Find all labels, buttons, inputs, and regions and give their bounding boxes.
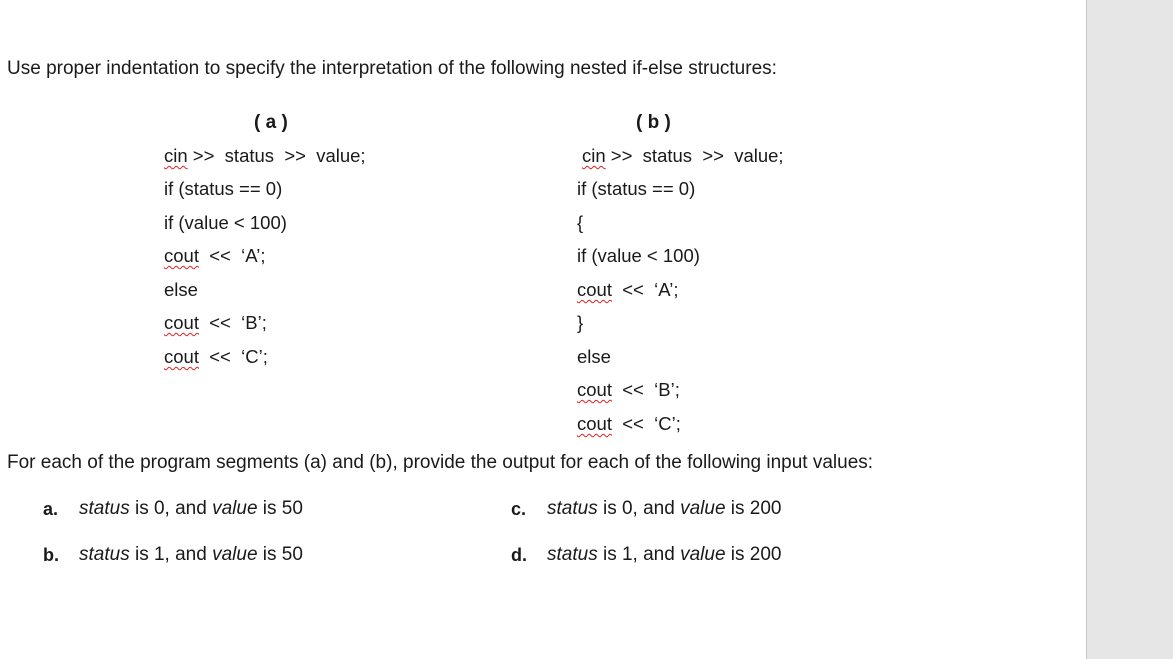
code-text: << ‘A’; — [611, 279, 679, 300]
code-line — [577, 413, 681, 435]
code-keyword: cout — [164, 312, 199, 333]
var-name: value — [212, 498, 258, 519]
code-keyword: cout — [577, 379, 612, 400]
item-text: is 1, and — [597, 544, 681, 565]
var-name: value — [680, 498, 726, 519]
code-line — [577, 279, 678, 301]
code-text: } — [577, 312, 584, 333]
item-text: is 200 — [725, 544, 782, 565]
code-line — [164, 145, 366, 167]
instruction-text: Use proper indentation to specify the interpretation of the following nested if-else structures: — [7, 58, 777, 79]
list-item — [547, 498, 782, 520]
code-line — [577, 379, 680, 401]
code-text: if (value < 100) — [164, 212, 287, 233]
code-keyword: cin — [164, 145, 188, 166]
segment-b-heading: ( b ) — [636, 112, 671, 133]
code-line — [577, 312, 583, 334]
code-keyword: cout — [577, 413, 612, 434]
item-text: is 0, and — [597, 498, 681, 519]
list-item — [547, 544, 782, 566]
code-line — [164, 279, 198, 301]
code-line — [577, 346, 611, 368]
prompt-text: For each of the program segments (a) and (b), provide the output for each of the following input values: — [7, 452, 874, 473]
code-keyword: cout — [577, 279, 612, 300]
var-name: status — [79, 544, 130, 565]
segment-a-heading: ( a ) — [254, 112, 288, 133]
code-text: if (status == 0) — [577, 178, 696, 199]
code-line — [577, 212, 583, 234]
side-panel — [1086, 0, 1173, 659]
code-text: << ‘C’; — [198, 346, 268, 367]
item-letter: c. — [511, 499, 527, 519]
code-line — [164, 212, 287, 234]
code-text: >> status >> value; — [605, 145, 784, 166]
var-name: value — [212, 544, 258, 565]
var-name: status — [547, 498, 598, 519]
item-text: is 50 — [257, 544, 303, 565]
code-text: if (status == 0) — [164, 178, 283, 199]
code-line — [164, 346, 268, 368]
item-text: is 200 — [725, 498, 782, 519]
code-line — [164, 245, 265, 267]
code-text: if (value < 100) — [577, 245, 700, 266]
code-text: << ‘C’; — [611, 413, 681, 434]
code-text: { — [577, 212, 584, 233]
list-item — [79, 498, 303, 520]
var-name: status — [547, 544, 598, 565]
code-keyword: cout — [164, 346, 199, 367]
code-line — [577, 245, 700, 267]
list-item — [79, 544, 303, 566]
item-text: is 0, and — [129, 498, 213, 519]
item-text: is 50 — [257, 498, 303, 519]
item-letter: a. — [43, 499, 59, 519]
var-name: value — [680, 544, 726, 565]
code-line — [164, 178, 282, 200]
item-letter: d. — [511, 545, 527, 565]
code-line — [582, 145, 784, 167]
code-text: << ‘A’; — [198, 245, 266, 266]
code-line — [577, 178, 695, 200]
code-text: >> status >> value; — [187, 145, 366, 166]
code-text: << ‘B’; — [611, 379, 680, 400]
code-keyword: cout — [164, 245, 199, 266]
code-line — [164, 312, 267, 334]
var-name: status — [79, 498, 130, 519]
item-text: is 1, and — [129, 544, 213, 565]
code-text: else — [577, 346, 611, 367]
code-keyword: cin — [582, 145, 606, 166]
item-letter: b. — [43, 545, 59, 565]
code-text: else — [164, 279, 198, 300]
code-text: << ‘B’; — [198, 312, 267, 333]
